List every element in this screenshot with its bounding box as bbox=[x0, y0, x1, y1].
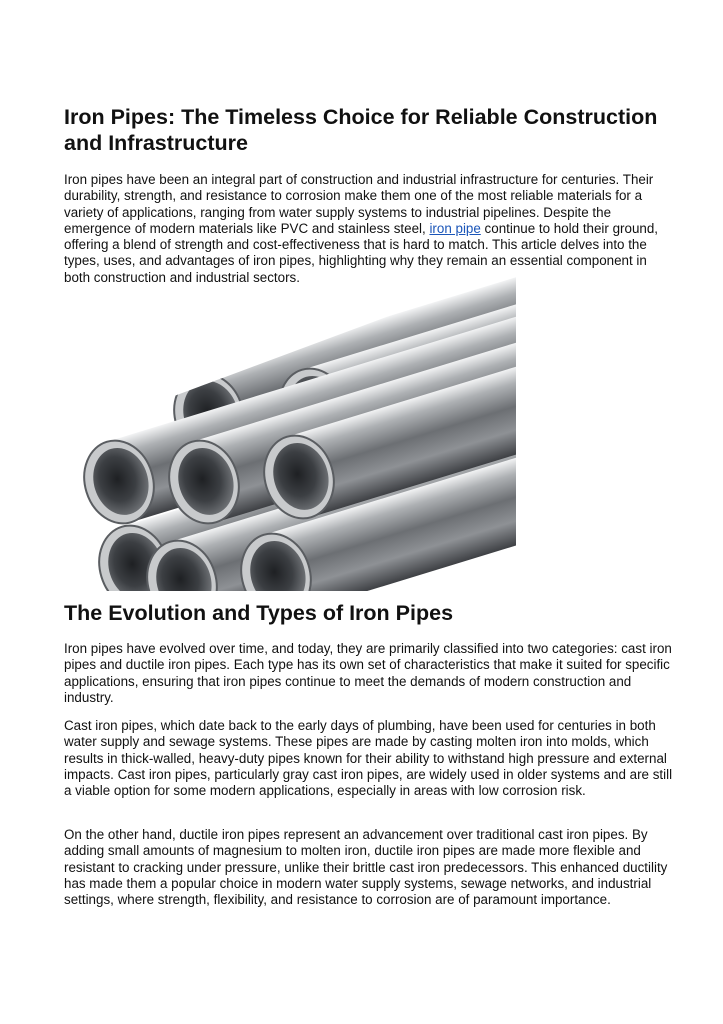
section-paragraph: Cast iron pipes, which date back to the early days of plumbing, have been used for centuries in both water supply and sewage systems. These pipes are made by casting molten iron into molds, which results in thick-walled, heavy-duty pipes known for their ability to withstand high pressure and external impacts. Cast iron pipes, particularly gray cast iron pipes, are widely used in older systems and are still a viable option for some modern applications, especially in areas with low corrosion risk. bbox=[64, 718, 673, 799]
section-heading: The Evolution and Types of Iron Pipes bbox=[64, 601, 454, 625]
section-paragraph: On the other hand, ductile iron pipes represent an advancement over traditional cast iron pipes. By adding small amounts of magnesium to molten iron, ductile iron pipes are made more flexible and resistant to cracking under pressure, unlike their brittle cast iron predecessors. This enhanced ductility has made them a popular choice in modern water supply systems, sewage networks, and industrial settings, where strength, flexibility, and resistance to corrosion are of paramount importance. bbox=[64, 827, 668, 908]
article-title: Iron Pipes: The Timeless Choice for Reliable Construction and Infrastructure bbox=[64, 105, 658, 155]
intro-paragraph bbox=[64, 172, 676, 286]
intro-text-before-link: Iron pipes have been an integral part of construction and industrial infrastructure for centuries. Their durability, strength, and resistance to corrosion make them one of the most reliable materials for a variety of applications, ranging from water supply systems to industrial pipelines. Despite the emergence of modern materials like PVC and stainless steel, bbox=[64, 172, 654, 236]
section-paragraph: Iron pipes have evolved over time, and today, they are primarily classified into two categories: cast iron pipes and ductile iron pipes. Each type has its own set of characteristics that make it suited for specific applications, ensuring that iron pipes continue to meet the demands of modern construction and industry. bbox=[64, 641, 672, 705]
intro-text-after-link: continue to hold their ground, offering a blend of strength and cost-effectiveness that is hard to match. This article delves into the types, uses, and advantages of iron pipes, highlighting why they remain an essential component in both construction and industrial sectors. bbox=[64, 220, 659, 285]
iron-pipes-photo bbox=[64, 277, 516, 591]
iron-pipe-link[interactable]: iron pipe bbox=[429, 220, 481, 236]
